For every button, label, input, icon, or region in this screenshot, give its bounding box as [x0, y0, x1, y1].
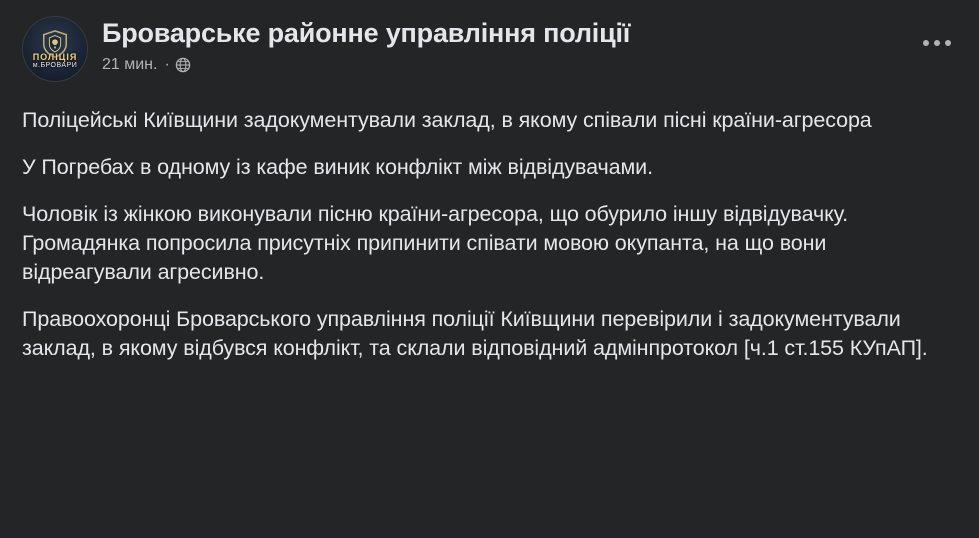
post-body [22, 106, 957, 363]
avatar-label-top: ПОЛІЦІЯ [32, 52, 78, 62]
dot [945, 40, 951, 46]
page-name[interactable]: Броварське районне управління поліції [102, 18, 631, 48]
post-paragraph: У Погребах в одному із кафе виник конфлікт між відвідувачами. [22, 155, 653, 180]
post-paragraph: Чоловік із жінкою виконували пісню країни-агресора, що обурило іншу відвідувачку. Громадянка попросила присутніх припинити співати мовою окупанта, на що вони відреагували агресивно. [22, 202, 849, 285]
post-header [22, 16, 957, 86]
post-timestamp[interactable]: 21 мин. [102, 56, 158, 74]
more-options-icon[interactable] [917, 34, 957, 52]
post-meta [102, 56, 957, 74]
avatar[interactable] [22, 16, 88, 82]
post-header-text [102, 16, 957, 74]
dot [923, 40, 929, 46]
dot [934, 40, 940, 46]
avatar-label [23, 53, 87, 70]
post-paragraph: Поліцейські Київщини задокументували заклад, в якому співали пісні країни-агресора [22, 108, 872, 132]
meta-separator: · [164, 56, 170, 74]
globe-icon[interactable] [175, 57, 192, 74]
post-paragraph: Правоохоронці Броварського управління поліції Київщини перевірили і задокументували заклад, в якому відбувся конфлікт, та склали відповідний адмінпротокол [ч.1 ст.155 КУпАП]. [22, 307, 928, 361]
avatar-label-bottom: м.БРОВАРИ [32, 62, 78, 70]
